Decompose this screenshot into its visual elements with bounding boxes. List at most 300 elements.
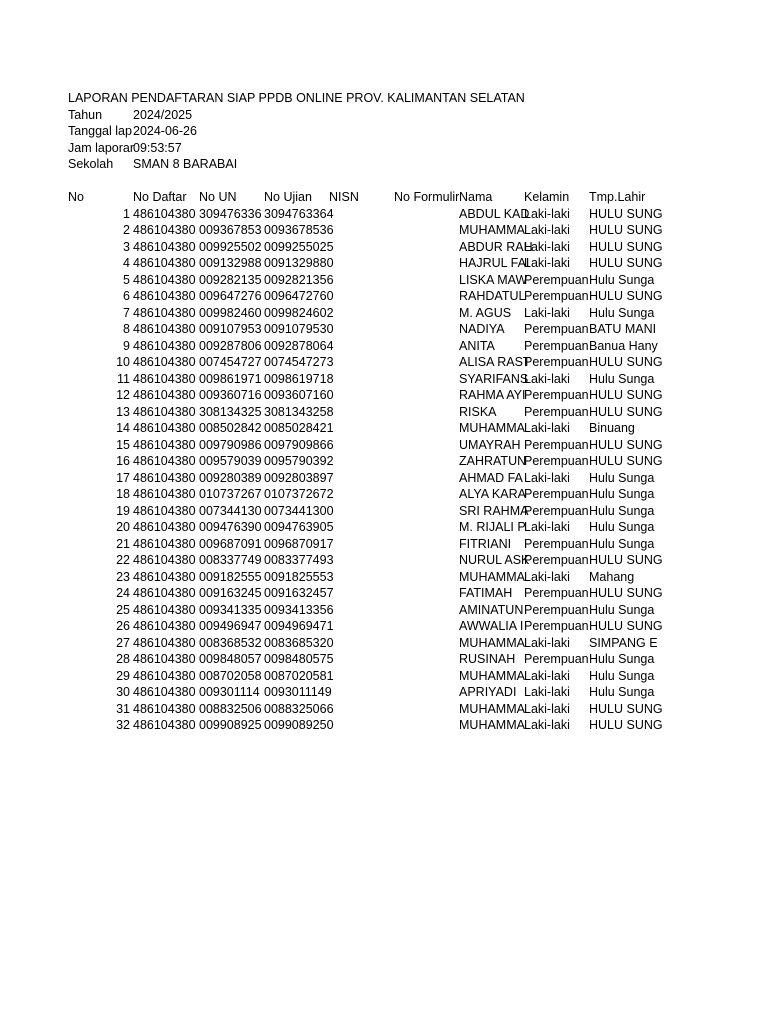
row-no-ujian: 0074547273 [264, 355, 334, 369]
row-no-un: 009301114 [199, 685, 260, 699]
row-no: 26 [116, 619, 130, 633]
header-no-formulir: No Formulir [394, 190, 460, 204]
row-tmp-lahir: Hulu Sunga [589, 652, 655, 666]
row-kelamin: Perempuan [524, 454, 589, 468]
row-nisn [329, 404, 393, 421]
row-no-formulir [394, 453, 458, 470]
row-no-un: 009861971 [199, 371, 262, 386]
row-no-ujian: 0093413356 [264, 602, 334, 617]
row-tmp-lahir: HULU SUNG [589, 619, 663, 633]
row-no-un: 009496947 [199, 619, 262, 633]
report-title: LAPORAN PENDAFTARAN SIAP PPDB ONLINE PROV. KALIMANTAN SELATAN [68, 91, 525, 105]
row-no-ujian: 0091329880 [264, 256, 334, 270]
row-no-daftar: 486104380 [133, 602, 196, 617]
row-no: 25 [116, 602, 130, 617]
row-tmp-lahir: HULU SUNG [589, 289, 663, 303]
row-nama: FATIMAH [459, 586, 513, 600]
row-no: 16 [116, 454, 130, 468]
row-no-daftar: 486104380 [133, 256, 196, 270]
row-no-formulir [394, 486, 458, 503]
row-no: 8 [123, 322, 130, 336]
row-no: 29 [116, 668, 130, 683]
row-nisn [329, 618, 393, 635]
row-nama: MUHAMMA [459, 635, 525, 650]
row-no-ujian: 0094969471 [264, 619, 334, 633]
row-nisn [329, 585, 393, 602]
row-no: 21 [116, 536, 130, 551]
row-no-formulir [394, 503, 458, 520]
row-kelamin: Perempuan [524, 322, 589, 336]
row-kelamin: Perempuan [524, 272, 589, 287]
row-nama: HAJRUL FAI [459, 256, 530, 270]
row-kelamin: Perempuan [524, 487, 589, 501]
row-tmp-lahir: Hulu Sunga [589, 470, 655, 485]
row-no-un: 008502842 [199, 421, 262, 435]
row-no: 12 [116, 388, 130, 402]
row-kelamin: Laki-laki [524, 569, 570, 584]
row-kelamin: Perempuan [524, 355, 589, 369]
row-tmp-lahir: HULU SUNG [589, 404, 663, 419]
row-nisn [329, 635, 393, 652]
row-no: 7 [123, 305, 130, 320]
row-tmp-lahir: Binuang [589, 421, 635, 435]
row-no-daftar: 486104380 [133, 470, 196, 485]
row-kelamin: Laki-laki [524, 256, 570, 270]
row-kelamin: Perempuan [524, 404, 589, 419]
row-no-daftar: 486104380 [133, 404, 196, 419]
row-no-un: 008832506 [199, 701, 262, 716]
row-no-formulir [394, 585, 458, 602]
row-no-daftar: 486104380 [133, 619, 196, 633]
row-no-un: 009908925 [199, 718, 262, 732]
row-no-daftar: 486104380 [133, 701, 196, 716]
row-no-formulir [394, 387, 458, 404]
row-no-un: 009132988 [199, 256, 262, 270]
row-kelamin: Perempuan [524, 652, 589, 666]
header-nama: Nama [459, 190, 493, 204]
row-tmp-lahir: Hulu Sunga [589, 503, 655, 518]
row-no-un: 009982460 [199, 305, 262, 320]
row-no-formulir [394, 420, 458, 437]
row-no-formulir [394, 470, 458, 487]
row-kelamin: Laki-laki [524, 520, 570, 534]
row-no-un: 008337749 [199, 553, 262, 567]
row-no: 22 [116, 553, 130, 567]
row-nama: MUHAMMA [459, 718, 525, 732]
row-nama: ABDUR RAH [459, 239, 533, 254]
row-nisn [329, 503, 393, 520]
row-no-ujian: 0098480575 [264, 652, 334, 666]
row-nama: M. AGUS [459, 305, 512, 320]
row-no-un: 009687091 [199, 536, 262, 551]
row-no-ujian: 0088325066 [264, 701, 334, 716]
row-nama: RISKA [459, 404, 497, 419]
row-no: 18 [116, 487, 130, 501]
row-kelamin: Laki-laki [524, 701, 570, 716]
row-no-ujian: 0093011149 [264, 685, 332, 699]
row-no-formulir [394, 321, 458, 338]
row-no: 10 [116, 355, 130, 369]
row-no-ujian: 0092821356 [264, 272, 334, 287]
row-no-daftar: 486104380 [133, 239, 196, 254]
row-nama: ANITA [459, 338, 495, 353]
row-nisn [329, 338, 393, 355]
report-date-value: 2024-06-26 [133, 124, 197, 138]
row-nisn [329, 453, 393, 470]
row-nama: UMAYRAH [459, 437, 521, 452]
row-no: 28 [116, 652, 130, 666]
row-no-daftar: 486104380 [133, 305, 196, 320]
row-kelamin: Laki-laki [524, 635, 570, 650]
row-nisn [329, 272, 393, 289]
row-nama: AHMAD FA [459, 470, 523, 485]
row-tmp-lahir: HULU SUNG [589, 701, 663, 716]
row-no-ujian: 0085028421 [264, 421, 334, 435]
row-no-formulir [394, 404, 458, 421]
row-no-ujian: 0099824602 [264, 305, 334, 320]
row-nama: ABDUL KAD [459, 206, 530, 221]
row-nisn [329, 536, 393, 553]
row-no: 17 [116, 470, 130, 485]
row-nama: APRIYADI [459, 685, 517, 699]
row-no-ujian: 0091632457 [264, 586, 334, 600]
row-no-un: 009163245 [199, 586, 262, 600]
row-no-daftar: 486104380 [133, 652, 196, 666]
row-nama: SRI RAHMA [459, 503, 529, 518]
row-kelamin: Perempuan [524, 602, 589, 617]
row-nisn [329, 371, 393, 388]
row-no: 14 [116, 421, 130, 435]
row-no: 11 [117, 371, 130, 386]
row-no-daftar: 486104380 [133, 371, 196, 386]
row-tmp-lahir: Hulu Sunga [589, 602, 655, 617]
row-no-formulir [394, 255, 458, 272]
row-nisn [329, 206, 393, 223]
row-no: 1 [123, 206, 130, 221]
row-no: 30 [116, 685, 130, 699]
row-no: 4 [123, 256, 130, 270]
row-nisn [329, 354, 393, 371]
row-no-formulir [394, 651, 458, 668]
row-tmp-lahir: BATU MANI [589, 322, 657, 336]
header-no-daftar: No Daftar [133, 190, 187, 204]
row-nisn [329, 288, 393, 305]
row-tmp-lahir: Hulu Sunga [589, 536, 655, 551]
row-no-formulir [394, 437, 458, 454]
row-tmp-lahir: HULU SUNG [589, 223, 663, 237]
header-no-ujian: No Ujian [264, 190, 312, 204]
row-no-un: 009182555 [199, 569, 262, 584]
row-no-daftar: 486104380 [133, 569, 196, 584]
row-no-un: 309476336 [199, 206, 262, 221]
row-no-daftar: 486104380 [133, 338, 196, 353]
report-date-label: Tanggal lap [68, 124, 132, 138]
row-nama: NURUL ASK [459, 553, 530, 567]
row-no-formulir [394, 371, 458, 388]
row-no-formulir [394, 288, 458, 305]
row-nisn [329, 717, 393, 734]
row-no-un: 009579039 [199, 454, 262, 468]
row-nama: NADIYA [459, 322, 505, 336]
row-no-un: 009282135 [199, 272, 262, 287]
row-kelamin: Perempuan [524, 338, 589, 353]
row-nama: LISKA MAW [459, 272, 528, 287]
row-tmp-lahir: Hulu Sunga [589, 487, 655, 501]
row-kelamin: Perempuan [524, 289, 589, 303]
row-no-ujian: 0096870917 [264, 536, 334, 551]
row-nisn [329, 651, 393, 668]
row-no-daftar: 486104380 [133, 685, 196, 699]
row-kelamin: Laki-laki [524, 239, 570, 254]
header-tmp-lahir: Tmp.Lahir [589, 190, 646, 204]
row-kelamin: Laki-laki [524, 371, 570, 386]
row-no: 6 [123, 289, 130, 303]
school-label: Sekolah [68, 157, 114, 171]
row-no: 32 [116, 718, 130, 732]
row-no-daftar: 486104380 [133, 718, 196, 732]
row-no-un: 008702058 [199, 668, 262, 683]
row-no-daftar: 486104380 [133, 503, 196, 518]
row-no-ujian: 0096472760 [264, 289, 334, 303]
row-no-un: 009341335 [199, 602, 262, 617]
row-no-un: 009925502 [199, 239, 262, 254]
row-no-daftar: 486104380 [133, 206, 196, 221]
row-no: 27 [116, 635, 130, 650]
row-no-daftar: 486104380 [133, 437, 196, 452]
row-no-ujian: 0098619718 [264, 371, 334, 386]
row-tmp-lahir: HULU SUNG [589, 553, 663, 567]
row-kelamin: Laki-laki [524, 223, 570, 237]
row-nama: MUHAMMA [459, 223, 525, 237]
row-no-daftar: 486104380 [133, 454, 196, 468]
row-nama: M. RIJALI P [459, 520, 526, 534]
row-no-ujian: 0093678536 [264, 223, 334, 237]
row-no-daftar: 486104380 [133, 668, 196, 683]
row-tmp-lahir: HULU SUNG [589, 388, 663, 402]
row-nisn [329, 569, 393, 586]
row-kelamin: Laki-laki [524, 206, 570, 221]
row-no-ujian: 0093607160 [264, 388, 334, 402]
row-nisn [329, 519, 393, 536]
row-no-ujian: 0097909866 [264, 437, 334, 452]
row-no-ujian: 0091825553 [264, 569, 334, 584]
row-no-un: 009647276 [199, 289, 262, 303]
row-nisn [329, 486, 393, 503]
row-tmp-lahir: Hulu Sunga [589, 520, 655, 534]
row-no-un: 009287806 [199, 338, 262, 353]
row-no-ujian: 0073441300 [264, 503, 334, 518]
row-no-un: 009360716 [199, 388, 262, 402]
school-value: SMAN 8 BARABAI [133, 157, 238, 171]
row-no-un: 009280389 [199, 470, 262, 485]
row-no-formulir [394, 717, 458, 734]
row-no-formulir [394, 552, 458, 569]
row-no-formulir [394, 519, 458, 536]
row-kelamin: Perempuan [524, 619, 589, 633]
row-nisn [329, 255, 393, 272]
row-no-ujian: 0099089250 [264, 718, 334, 732]
row-no-un: 007454727 [199, 355, 262, 369]
row-nama: RAHDATUL [459, 289, 526, 303]
row-no-ujian: 0087020581 [264, 668, 334, 683]
row-no: 20 [116, 520, 130, 534]
row-no-formulir [394, 222, 458, 239]
row-nama: AWWALIA I [459, 619, 524, 633]
row-no-formulir [394, 684, 458, 701]
row-tmp-lahir: HULU SUNG [589, 586, 663, 600]
row-no-formulir [394, 305, 458, 322]
row-kelamin: Perempuan [524, 536, 589, 551]
row-no-ujian: 3081343258 [264, 404, 334, 419]
row-tmp-lahir: Hulu Sunga [589, 305, 655, 320]
row-no-daftar: 486104380 [133, 272, 196, 287]
row-no: 3 [123, 239, 130, 254]
header-no: No [68, 190, 84, 204]
row-nisn [329, 552, 393, 569]
row-kelamin: Laki-laki [524, 421, 570, 435]
row-tmp-lahir: Banua Hany [589, 338, 658, 353]
row-tmp-lahir: SIMPANG E [589, 635, 658, 650]
row-no-formulir [394, 635, 458, 652]
row-tmp-lahir: Hulu Sunga [589, 272, 655, 287]
row-no: 9 [123, 338, 130, 353]
row-no-ujian: 0091079530 [264, 322, 334, 336]
row-no-formulir [394, 239, 458, 256]
row-kelamin: Laki-laki [524, 305, 570, 320]
row-tmp-lahir: Hulu Sunga [589, 685, 655, 699]
row-no-ujian: 0083685320 [264, 635, 334, 650]
row-nisn [329, 701, 393, 718]
row-kelamin: Perempuan [524, 586, 589, 600]
row-no: 5 [123, 272, 130, 287]
row-nama: FITRIANI [459, 536, 512, 551]
row-no-daftar: 486104380 [133, 553, 196, 567]
row-kelamin: Perempuan [524, 388, 589, 402]
row-tmp-lahir: Hulu Sunga [589, 668, 655, 683]
row-no-ujian: 0094763905 [264, 520, 334, 534]
row-tmp-lahir: HULU SUNG [589, 256, 663, 270]
row-no-formulir [394, 569, 458, 586]
header-no-un: No UN [199, 190, 237, 204]
row-no-un: 010737267 [199, 487, 262, 501]
row-tmp-lahir: HULU SUNG [589, 206, 663, 221]
row-nama: RAHMA AYI [459, 388, 526, 402]
row-no-un: 008368532 [199, 635, 262, 650]
row-no-formulir [394, 536, 458, 553]
row-no-daftar: 486104380 [133, 586, 196, 600]
header-kelamin: Kelamin [524, 190, 570, 204]
row-no-formulir [394, 272, 458, 289]
row-no-daftar: 486104380 [133, 355, 196, 369]
row-tmp-lahir: HULU SUNG [589, 718, 663, 732]
row-no-daftar: 486104380 [133, 322, 196, 336]
row-no-ujian: 0092878064 [264, 338, 334, 353]
row-no-un: 308134325 [199, 404, 262, 419]
row-no-formulir [394, 602, 458, 619]
header-nisn: NISN [329, 190, 359, 204]
row-no-formulir [394, 618, 458, 635]
row-nama: AMINATUN [459, 602, 524, 617]
row-no-daftar: 486104380 [133, 487, 196, 501]
row-tmp-lahir: HULU SUNG [589, 454, 663, 468]
row-nisn [329, 420, 393, 437]
row-no: 31 [116, 701, 130, 716]
row-nama: MUHAMMA [459, 701, 525, 716]
row-nisn [329, 222, 393, 239]
row-no-daftar: 486104380 [133, 388, 196, 402]
row-nisn [329, 668, 393, 685]
row-nama: ALYA KARA [459, 487, 526, 501]
row-nama: MUHAMMA [459, 569, 525, 584]
row-no-daftar: 486104380 [133, 536, 196, 551]
row-nama: MUHAMMA [459, 668, 525, 683]
report-time-label: Jam laporar [68, 140, 134, 155]
row-no-daftar: 486104380 [133, 421, 196, 435]
row-nisn [329, 239, 393, 256]
row-nisn [329, 470, 393, 487]
row-nisn [329, 305, 393, 322]
row-nisn [329, 387, 393, 404]
row-no: 13 [116, 404, 130, 419]
report-time-value: 09:53:57 [133, 140, 182, 155]
row-tmp-lahir: Mahang [589, 569, 635, 584]
row-nama: ZAHRATUN [459, 454, 527, 468]
row-no-un: 009790986 [199, 437, 262, 452]
row-kelamin: Perempuan [524, 553, 589, 567]
row-nisn [329, 437, 393, 454]
row-no-ujian: 0107372672 [264, 487, 334, 501]
row-kelamin: Perempuan [524, 437, 589, 452]
row-nisn [329, 321, 393, 338]
row-no: 2 [123, 223, 130, 237]
row-tmp-lahir: Hulu Sunga [589, 371, 655, 386]
row-no: 19 [116, 503, 130, 518]
row-no-un: 009107953 [199, 322, 262, 336]
row-no-formulir [394, 354, 458, 371]
row-no-ujian: 0095790392 [264, 454, 334, 468]
row-kelamin: Laki-laki [524, 470, 570, 485]
row-kelamin: Laki-laki [524, 668, 570, 683]
year-label: Tahun [68, 107, 103, 122]
row-kelamin: Perempuan [524, 503, 589, 518]
row-no-ujian: 0092803897 [264, 470, 334, 485]
row-kelamin: Laki-laki [524, 718, 570, 732]
row-no-un: 009367853 [199, 223, 262, 237]
row-nama: MUHAMMA [459, 421, 525, 435]
row-no-daftar: 486104380 [133, 223, 196, 237]
row-no-un: 009476390 [199, 520, 262, 534]
row-no-ujian: 0099255025 [264, 239, 334, 254]
year-value: 2024/2025 [133, 107, 193, 122]
row-no-daftar: 486104380 [133, 289, 196, 303]
row-no-formulir [394, 701, 458, 718]
row-tmp-lahir: HULU SUNG [589, 239, 663, 254]
row-nama: RUSINAH [459, 652, 516, 666]
row-tmp-lahir: HULU SUNG [589, 355, 663, 369]
row-no-un: 009848057 [199, 652, 262, 666]
row-no-formulir [394, 338, 458, 355]
row-no-ujian: 0083377493 [264, 553, 334, 567]
row-nisn [329, 602, 393, 619]
row-no-formulir [394, 206, 458, 223]
row-no: 24 [116, 586, 130, 600]
row-nama: SYARIFANS [459, 371, 529, 386]
row-no-ujian: 3094763364 [264, 206, 334, 221]
row-nisn [329, 684, 393, 701]
row-kelamin: Laki-laki [524, 685, 570, 699]
row-no-daftar: 486104380 [133, 520, 196, 534]
row-no-daftar: 486104380 [133, 635, 196, 650]
